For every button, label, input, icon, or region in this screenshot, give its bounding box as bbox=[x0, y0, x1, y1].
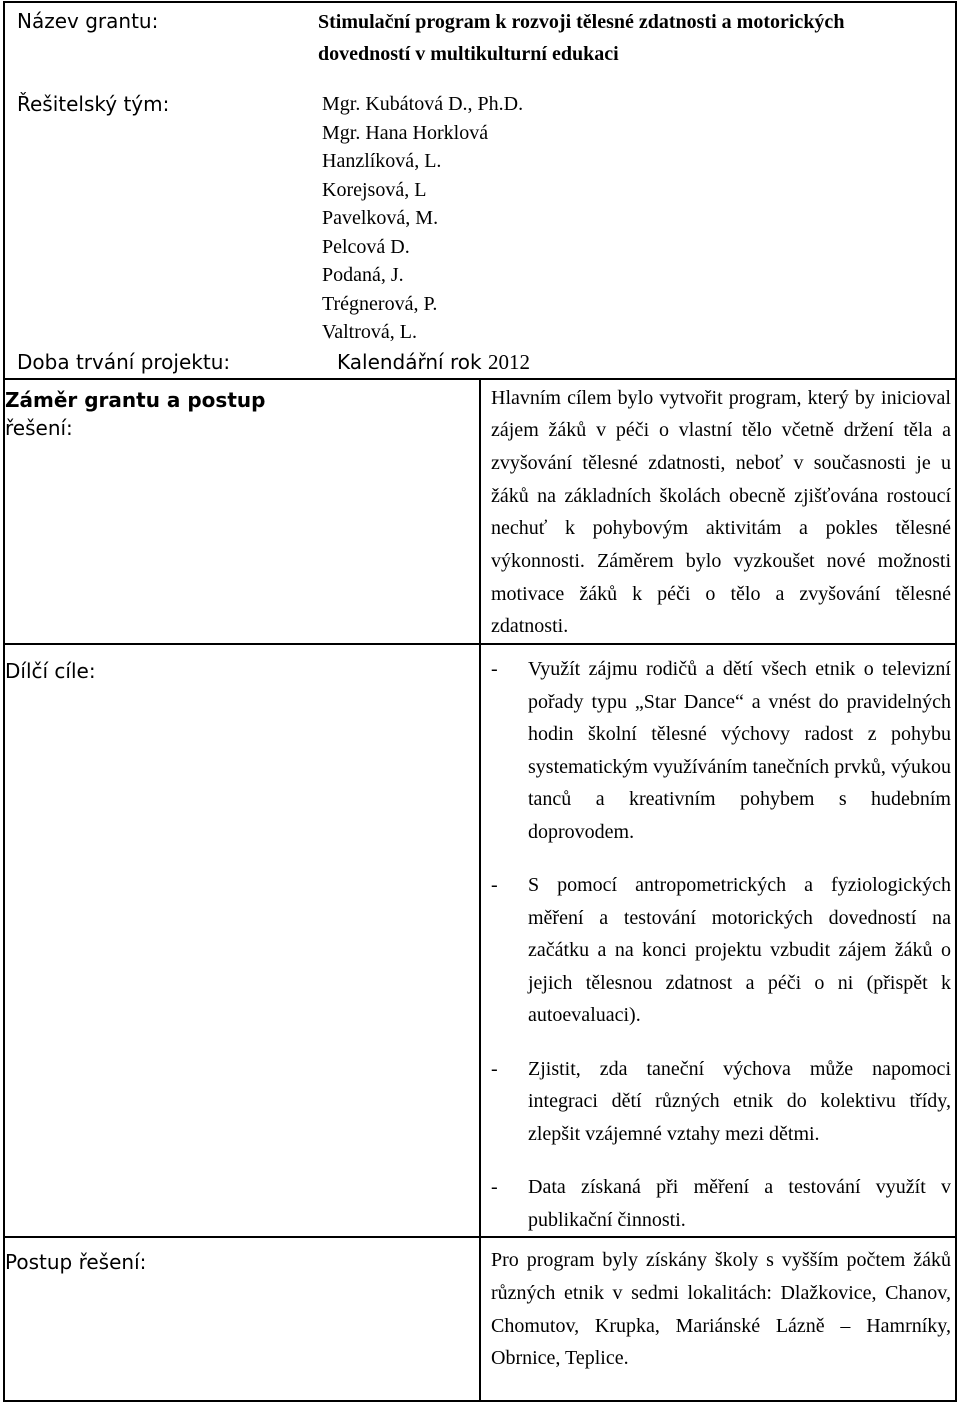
team-member: Hanzlíková, L. bbox=[322, 150, 442, 172]
goal-bullet: - bbox=[491, 1176, 498, 1199]
grant-name: Stimulační program k rozvoji tělesné zdatnosti a motorických dovedností v multikulturní edukaci bbox=[318, 11, 845, 65]
goal-bullet: - bbox=[491, 658, 498, 681]
intent-text-cell bbox=[480, 379, 956, 645]
team-member: Mgr. Kubátová D., Ph.D. bbox=[322, 93, 524, 115]
goals-label: Dílčí cíle: bbox=[4, 644, 480, 1237]
team-list bbox=[318, 90, 523, 347]
header-block bbox=[4, 2, 956, 379]
goal-bullet: - bbox=[491, 874, 498, 897]
header-cell bbox=[4, 2, 956, 379]
goals-cell bbox=[480, 644, 956, 1237]
goals-list bbox=[481, 653, 955, 1236]
team-member: Pelcová D. bbox=[322, 235, 410, 258]
goal-item: - Zjistit, zda taneční výchova může napomoci integraci dětí různých etnik do kolektivu třídy, zlepšit vzájemné vztahy mezi dětmi. bbox=[491, 1053, 951, 1151]
intent-text: Hlavním cílem bylo vytvořit program, který by inicioval zájem žáků v péči o vlastní tělo včetně držení těla a zvyšování tělesné zdatnosti, neboť v současnosti je u žáků na základních školách obecně zjišťována rostoucí nechuť k pohybovým aktivitám a pokles tělesné výkonnosti. Záměrem bylo vyzkoušet nové možnosti motivace žáků k péči o tělo a zvyšování tělesné zdatnosti. bbox=[491, 386, 951, 638]
goal-item: - S pomocí antropometrických a fyziologických měření a testování motorických dovedností na začátku a na konci projektu vzbudit zájem žáků o jejich tělesnou zdatnost a péči o ni (přispět k autoevaluaci). bbox=[491, 869, 951, 1032]
procedure-label: Postup řešení: bbox=[4, 1237, 480, 1401]
team-label: Řešitelský tým: bbox=[17, 92, 170, 116]
goal-bullet: - bbox=[491, 1057, 498, 1080]
duration-value: Kalendářní rok 2012 bbox=[337, 349, 530, 374]
intent-row bbox=[4, 379, 956, 645]
procedure-row bbox=[4, 1237, 956, 1401]
team-member: Mgr. Hana Horklová bbox=[322, 121, 489, 144]
team-member: Trégnerová, P. bbox=[322, 292, 438, 315]
team-member: Pavelková, M. bbox=[322, 207, 439, 229]
duration-year: 2012 bbox=[487, 349, 530, 374]
team-member: Korejsová, L bbox=[322, 178, 427, 201]
duration-row bbox=[5, 347, 955, 378]
procedure-cell bbox=[480, 1237, 956, 1401]
team-member: Podaná, J. bbox=[322, 264, 404, 286]
grant-name-label: Název grantu: bbox=[17, 9, 159, 33]
intent-label: Záměr grantu a postup řešení: bbox=[4, 379, 480, 645]
procedure-text: Pro program byly získány školy s vyšším počtem žáků různých etnik v sedmi lokalitách: Dlažkovice, Chanov, Chomutov, Krupka, Mariánské Lázně – Hamrníky, Obrnice, Teplice. bbox=[491, 1249, 951, 1370]
team-member: Valtrová, L. bbox=[322, 321, 417, 343]
duration-label: Doba trvání projektu: bbox=[17, 350, 231, 374]
goals-row bbox=[4, 644, 956, 1237]
grant-table bbox=[3, 1, 957, 1402]
goal-item: - Využít zájmu rodičů a dětí všech etnik o televizní pořady typu „Star Dance“ a vnést do pravidelných hodin školní tělesné výchovy radost z pohybu systematickým využíváním tanečních prvků, výukou tanců a kreativním pohybem s hudebním doprovodem. bbox=[491, 653, 951, 848]
goal-item: - Data získaná při měření a testování využít v publikační činnosti. bbox=[491, 1171, 951, 1236]
